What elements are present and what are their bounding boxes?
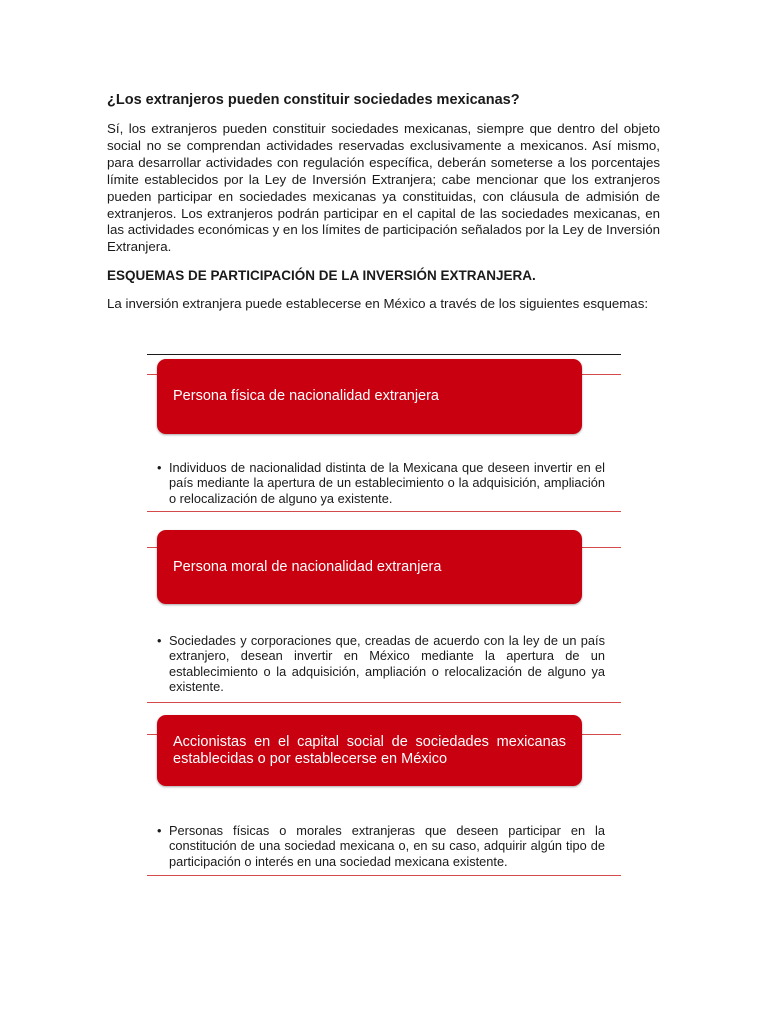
scheme-3-title: Accionistas en el capital social de sociedades mexicanas establecidas o por establecerse en México	[173, 733, 566, 767]
scheme-2-rule-left	[147, 547, 157, 548]
question-heading: ¿Los extranjeros pueden constituir sociedades mexicanas?	[107, 92, 520, 108]
answer-paragraph: Sí, los extranjeros pueden constituir sociedades mexicanas, siempre que dentro del objeto social no se comprendan actividades reservadas exclusivamente a mexicanos. Así mismo, para desarrollar actividades con regulación específica, deberán someterse a los porcentajes límite establecidos por la Ley de Inversión Extranjera; cabe mencionar que los extranjeros pueden participar en sociedades mexicanas ya constituidas, con cláusula de admisión de extranjeros. Los extranjeros podrán participar en el capital de las sociedades mexicanas, en las actividades económicas y en los límites de participación señalados por la Ley de Inversión Extranjera.	[107, 121, 660, 255]
scheme-1-title-box	[157, 359, 582, 434]
scheme-3-bottom-rule	[147, 875, 621, 876]
intro-paragraph: La inversión extranjera puede establecerse en México a través de los siguientes esquemas:	[107, 296, 649, 312]
document-body	[107, 90, 660, 324]
scheme-2-bullet: •	[157, 633, 162, 648]
scheme-3-title-box	[157, 715, 582, 786]
scheme-3-rule-left	[147, 734, 157, 735]
scheme-3-description-text: Personas físicas o morales extranjeras que deseen participar en la constitución de una sociedad mexicana o, en su caso, adquirir algún tipo de participación o interés en una sociedad mexicana existente.	[169, 823, 605, 869]
scheme-3-bullet: •	[157, 823, 162, 838]
scheme-2-bottom-rule	[147, 702, 621, 703]
scheme-2-title: Persona moral de nacionalidad extranjera	[173, 558, 442, 575]
scheme-3-rule-right	[582, 734, 621, 735]
scheme-2-description-text: Sociedades y corporaciones que, creadas de acuerdo con la ley de un país extranjero, desean invertir en México mediante la apertura de un establecimiento o la adquisición, ampliación o relocalización de alguno ya existente.	[169, 633, 605, 694]
scheme-2-title-box	[157, 530, 582, 604]
schemes-diagram	[147, 354, 622, 879]
scheme-2-description	[157, 633, 605, 694]
scheme-2-rule-right	[582, 547, 621, 548]
scheme-1-title: Persona física de nacionalidad extranjera	[173, 388, 439, 404]
scheme-1-bottom-rule	[147, 511, 621, 512]
scheme-3-description	[157, 823, 605, 869]
scheme-1-description	[157, 460, 605, 506]
scheme-1-rule-right	[582, 374, 621, 375]
scheme-1-bullet: •	[157, 460, 162, 475]
diagram-top-rule	[147, 354, 621, 355]
scheme-1-rule-left	[147, 374, 157, 375]
section-heading: ESQUEMAS DE PARTICIPACIÓN DE LA INVERSIÓN EXTRANJERA.	[107, 268, 536, 284]
scheme-1-description-text: Individuos de nacionalidad distinta de la Mexicana que deseen invertir en el país mediante la apertura de un establecimiento o la adquisición, ampliación o relocalización de alguno ya existente.	[169, 460, 605, 506]
